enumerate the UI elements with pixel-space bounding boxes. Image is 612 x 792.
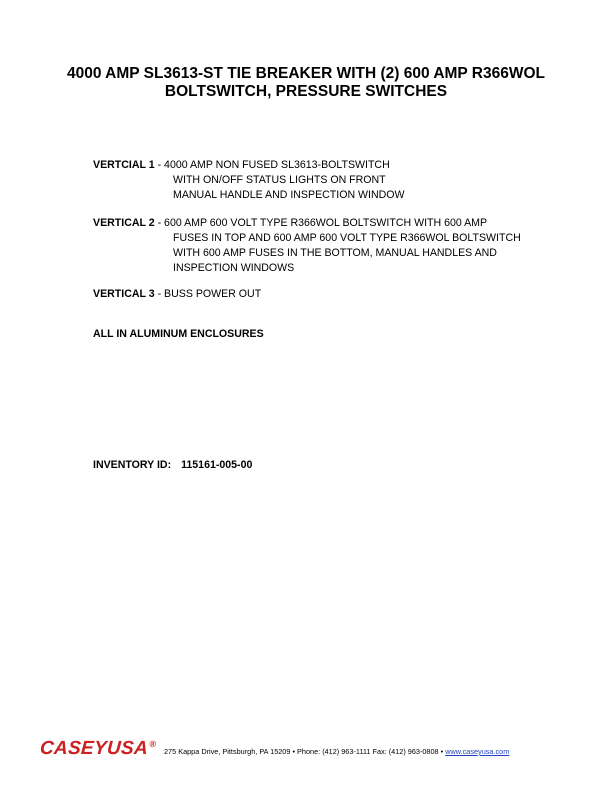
vertical-2-separator: - [154,217,165,229]
vertical-1-line: MANUAL HANDLE AND INSPECTION WINDOW [173,189,405,201]
vertical-2-label: VERTICAL 2 [93,217,155,229]
vertical-3-section [93,287,261,302]
enclosure-note: ALL IN ALUMINUM ENCLOSURES [93,328,264,340]
logo-text: CASEYUSA [39,738,149,759]
vertical-1-line: WITH ON/OFF STATUS LIGHTS ON FRONT [173,174,386,186]
vertical-1-label: VERTCIAL 1 [93,159,155,171]
vertical-3-first-row [93,287,261,302]
vertical-2-line: FUSES IN TOP AND 600 AMP 600 VOLT TYPE R366WOL BOLTSWITCH [173,232,521,244]
website-link[interactable]: www.caseyusa.com [445,747,510,756]
inventory-label: INVENTORY ID: [93,459,172,471]
vertical-1-separator: - [154,159,165,171]
title-line-1: 4000 AMP SL3613-ST TIE BREAKER WITH (2) 600 AMP R366WOL [66,65,546,82]
vertical-1-first-row [93,158,405,173]
inventory-id [93,459,252,471]
company-logo [39,738,156,760]
vertical-2-line: INSPECTION WINDOWS [173,262,295,274]
inventory-value: 115161-005-00 [181,459,253,471]
footer-address [164,747,509,756]
title-line-2: BOLTSWITCH, PRESSURE SWITCHES [164,83,448,100]
page-footer [0,734,612,764]
vertical-3-label: VERTICAL 3 [93,288,155,300]
registered-mark: ® [149,738,157,749]
vertical-2-section [93,216,521,276]
address-text: 275 Kappa Drive, Pittsburgh, PA 15209 • Phone: (412) 963-1111 Fax: (412) 963-0808 • [164,747,446,756]
vertical-2-line: 600 AMP 600 VOLT TYPE R366WOL BOLTSWITCH WITH 600 AMP [164,217,488,229]
vertical-3-line: BUSS POWER OUT [164,288,262,300]
document-title [30,65,582,101]
vertical-3-separator: - [154,288,165,300]
vertical-2-first-row [93,216,521,231]
vertical-1-section [93,158,405,203]
vertical-1-line: 4000 AMP NON FUSED SL3613-BOLTSWITCH [164,159,390,171]
vertical-2-line: WITH 600 AMP FUSES IN THE BOTTOM, MANUAL HANDLES AND [173,247,497,259]
